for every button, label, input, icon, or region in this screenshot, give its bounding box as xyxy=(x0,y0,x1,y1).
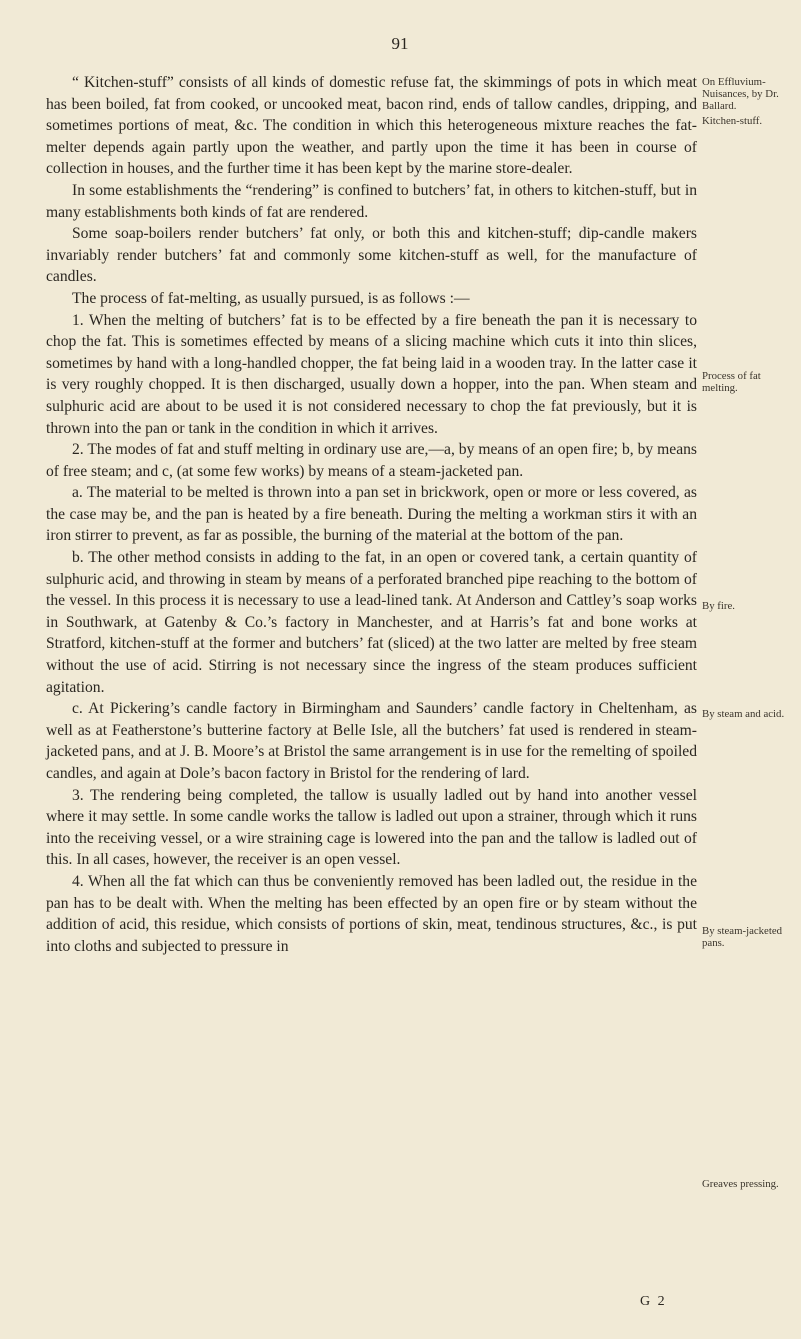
paragraph-soap-boilers: Some soap-boilers render butchers’ fat only, or both this and kitchen-stuff; dip-candle makers invariably render butchers’ fat and commonly some kitchen-stuff as well, for the manufacture of candles. xyxy=(46,225,697,286)
margin-note-steam-jacketed: By steam-jacketed pans. xyxy=(702,925,783,949)
paragraph-step-2: 2. The modes of fat and stuff melting in ordinary use are,—a, by means of an open fire; b, by means of free steam; and c, (at some few works) by means of a steam-jacketed pan. xyxy=(46,441,697,480)
paragraph-process-intro: The process of fat-melting, as usually pursued, is as follows :— xyxy=(72,289,470,307)
margin-note-greaves: Greaves pressing. xyxy=(702,1178,779,1190)
paragraph-method-b: b. The other method consists in adding to the fat, in an open or covered tank, a certain quantity of sulphuric acid, and throwing in steam by means of a perforated branched pipe reaching to the bottom of the vessel. In this process it is necessary to use a lead-lined tank. At Anderson and Cattley’s soap works in Southwark, at Gatenby & Co.’s factory in Manchester, and at Harris’s fat and bone works at Stratford, kitchen-stuff at the former and butchers’ fat (sliced) at the two latter are melted by free steam without the use of acid. Stirring is not necessary since the ingress of the steam produces sufficient agitation. xyxy=(46,549,697,696)
paragraph-method-a: a. The material to be melted is thrown into a pan set in brickwork, open or more or less covered, as the case may be, and the pan is heated by a fire beneath. During the melting a workman stirs it with an iron stirrer to prevent, as far as possible, the burning of the material at the bottom of the pan. xyxy=(46,484,697,545)
margin-note-kitchen-stuff: Kitchen-stuff. xyxy=(702,115,763,127)
margin-note-effluvium: On Effluvium-Nuisances, by Dr. Ballard. xyxy=(702,76,779,112)
paragraph-step-1: 1. When the melting of butchers’ fat is to be effected by a fire beneath the pan it is necessary to chop the fat. This is sometimes effected by means of a slicing machine which cuts it into thin slices, sometimes by hand with a long-handled chopper, the fat being laid in a wooden tray. In the latter case it is very roughly chopped. It is then discharged, usually down a hopper, into the pan. When steam and sulphuric acid are about to be used it is not considered necessary to chop the fat previously, but it is thrown into the pan or tank in the condition in which it arrives. xyxy=(46,311,697,437)
paragraph-rendering: In some establishments the “rendering” is confined to butchers’ fat, in others to kitchen-stuff, but in many establishments both kinds of fat are rendered. xyxy=(46,181,697,221)
margin-note-steam-acid: By steam and acid. xyxy=(702,708,785,720)
paragraph-method-c: c. At Pickering’s candle factory in Birmingham and Saunders’ candle factory in Cheltenham, as well as at Featherstone’s butterine factory at Belle Isle, all the butchers’ fat used is rendered in steam-jacketed pans, and at J. B. Moore’s at Bristol the same arrangement is in use for the remelting of spoiled candles, and again at Dole’s bacon factory in Bristol for the rendering of lard. xyxy=(46,700,697,782)
paragraph-step-3: 3. The rendering being completed, the tallow is usually ladled out by hand into another vessel where it may settle. In some candle works the tallow is ladled out upon a strainer, through which it runs into the receiving vessel, or a wire straining cage is lowered into the pan and the tallow is ladled out of this. In all cases, however, the receiver is an open vessel. xyxy=(46,786,697,869)
body-text xyxy=(46,72,697,957)
page-number: 91 xyxy=(391,34,409,53)
margin-note-process: Process of fat melting. xyxy=(702,370,761,394)
signature-mark: G 2 xyxy=(640,1294,667,1309)
paragraph-kitchen-stuff: “ Kitchen-stuff” consists of all kinds of domestic refuse fat, the skimmings of pots in which meat has been boiled, fat from cooked, or uncooked meat, bacon rind, ends of tallow candles, dripping, and sometimes portions of meat, &c. The condition in which this heterogeneous mixture reaches the fat-melter depends again partly upon the weather, and partly upon the time it has been in course of collection in houses, and the further time it has been kept by the marine store-dealer. xyxy=(46,74,697,178)
margin-note-by-fire: By fire. xyxy=(702,600,735,612)
paragraph-step-4: 4. When all the fat which can thus be conveniently removed has been ladled out, the residue in the pan has to be dealt with. When the melting has been effected by an open fire or by steam without the addition of acid, this residue, which consists of portions of skin, meat, tendinous structures, &c., is put into cloths and subjected to pressure in xyxy=(46,872,697,955)
